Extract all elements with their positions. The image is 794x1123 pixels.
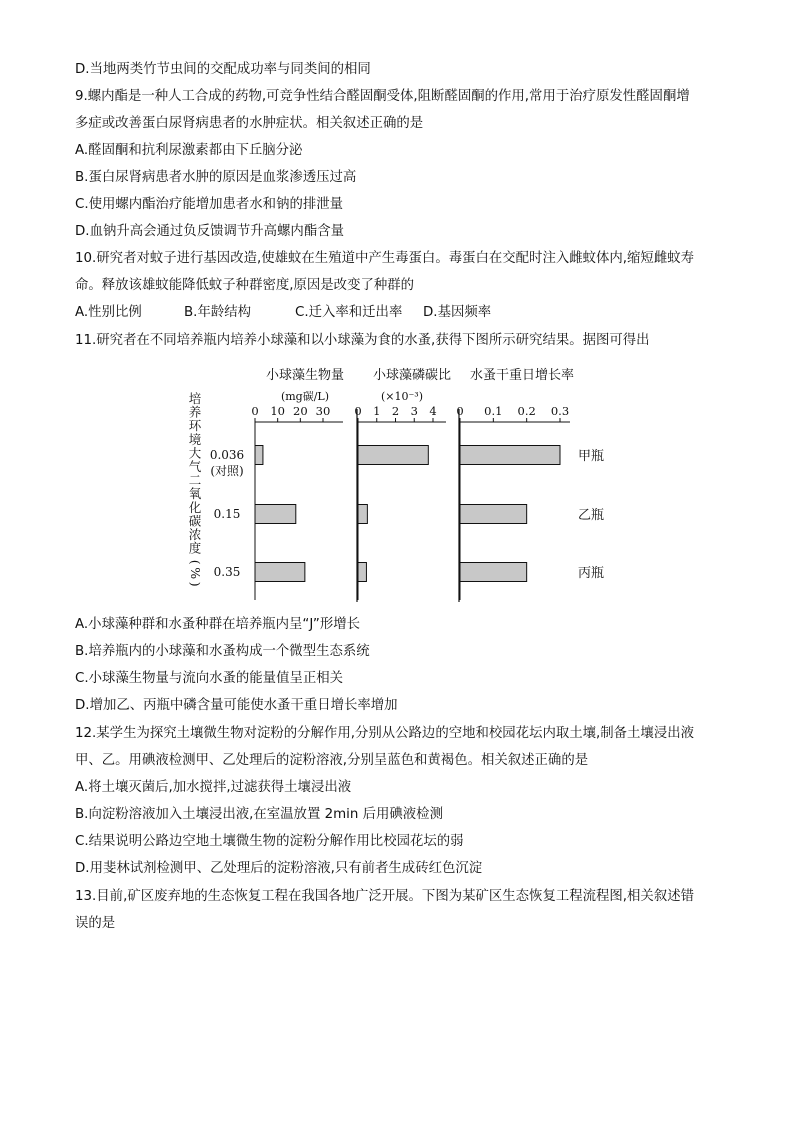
panel-1: [251, 367, 357, 602]
y-axis-label: [188, 391, 203, 587]
bottle-label: 乙瓶: [578, 508, 605, 523]
panel-unit: (×10⁻³): [380, 390, 424, 403]
tick-label: 30: [315, 404, 331, 418]
tick-label: 0.3: [550, 404, 570, 418]
y-axis-char: 气: [188, 459, 202, 474]
bar: [255, 446, 263, 465]
panel-2: [354, 367, 459, 602]
q12-option-c: C.结果说明公路边空地土壤微生物的淀粉分解作用比校园花坛的弱: [75, 834, 464, 849]
category-label: 0.35: [213, 565, 241, 579]
y-axis-char: 碳: [188, 513, 202, 529]
q10-option-c: C.迁入率和迁出率: [295, 305, 403, 320]
y-axis-char: ): [188, 581, 203, 587]
q12-option-a: A.将土壤灭菌后,加水搅拌,过滤获得土壤浸出液: [75, 780, 352, 795]
category-label: 0.15: [213, 507, 241, 521]
tick-label: 3: [410, 404, 418, 418]
y-axis-char: %: [188, 567, 203, 580]
y-axis-char: 浓: [188, 527, 202, 542]
panel-title: 水蚤干重日增长率: [469, 368, 575, 383]
bar: [460, 505, 527, 524]
tick-label: 10: [270, 404, 285, 418]
y-axis-char: 培: [188, 391, 202, 406]
tick-label: 2: [391, 404, 400, 418]
q11-option-d: D.增加乙、丙瓶中磷含量可能使水蚤干重日增长率增加: [75, 698, 398, 713]
panel-title: 小球藻生物量: [265, 368, 345, 383]
q9-option-c: C.使用螺内酯治疗能增加患者水和钠的排泄量: [75, 197, 344, 212]
y-axis-char: 环: [188, 418, 202, 434]
q12-option-d: D.用斐林试剂检测甲、乙处理后的淀粉溶液,只有前者生成砖红色沉淀: [75, 861, 483, 876]
y-axis-char: 氧: [188, 486, 202, 502]
tick-label: 4: [429, 404, 437, 418]
tick-label: 0.1: [484, 404, 503, 418]
tick-label: 0.2: [517, 404, 536, 418]
bar: [460, 563, 527, 582]
y-axis-char: (: [188, 559, 203, 565]
q11-option-c: C.小球藻生物量与流向水蚤的能量值呈正相关: [75, 671, 344, 686]
tick-label: 0: [354, 404, 362, 418]
y-axis-char: 大: [188, 445, 202, 461]
q9-stem-line2: 多症或改善蛋白尿肾病患者的水肿症状。相关叙述正确的是: [75, 116, 424, 131]
bottle-label: 丙瓶: [578, 566, 605, 581]
q10-stem-line2: 命。释放该雄蚊能降低蚊子种群密度,原因是改变了种群的: [75, 278, 415, 293]
q8-option-d: D.当地两类竹节虫间的交配成功率与同类间的相同: [75, 62, 371, 77]
bar: [255, 563, 305, 582]
tick-label: 1: [373, 404, 381, 418]
chart-panels: [251, 367, 574, 602]
q9-option-d: D.血钠升高会通过负反馈调节升高螺内酯含量: [75, 224, 344, 239]
bar: [358, 505, 367, 524]
q10-option-d: D.基因频率: [423, 305, 492, 320]
q9-stem-line1: 9.螺内酯是一种人工合成的药物,可竞争性结合醛固酮受体,阻断醛固酮的作用,常用于治疗原发性醛固酮增: [75, 89, 690, 104]
category-label: 0.036: [209, 448, 245, 462]
tick-label: 0: [251, 404, 259, 418]
q10-option-a: A.性别比例: [75, 305, 142, 320]
q13-stem-line1: 13.目前,矿区废弃地的生态恢复工程在我国各地广泛开展。下图为某矿区生态恢复工程流程图,相关叙述错: [75, 889, 694, 904]
tick-label: 20: [293, 404, 308, 418]
y-axis-char: 度: [188, 540, 202, 556]
q10-stem-line1: 10.研究者对蚊子进行基因改造,使雄蚊在生殖道中产生毒蛋白。毒蛋白在交配时注入雌蚊体内,缩短雌蚊寿: [75, 251, 694, 266]
q10-option-b: B.年龄结构: [184, 305, 252, 320]
y-axis-char: 二: [188, 472, 202, 488]
bottle-label: 甲瓶: [578, 449, 605, 464]
q13-stem-line2: 误的是: [75, 916, 116, 931]
y-axis-char: 境: [188, 431, 202, 447]
tick-label: 0: [456, 404, 464, 418]
y-axis-char: 养: [188, 404, 202, 420]
q12-option-b: B.向淀粉溶液加入土壤浸出液,在室温放置 2min 后用碘液检测: [75, 807, 443, 822]
y-axis-char: 化: [188, 499, 202, 515]
bar: [358, 446, 428, 465]
panel-unit: (mg碳/L): [280, 390, 330, 403]
category-labels: [210, 448, 244, 579]
bar: [460, 446, 560, 465]
q12-stem-line2: 甲、乙。用碘液检测甲、乙处理后的淀粉溶液,分别呈蓝色和黄褐色。相关叙述正确的是: [75, 753, 589, 768]
control-note: (对照): [210, 464, 244, 478]
bar: [255, 505, 296, 524]
q11-stem: 11.研究者在不同培养瓶内培养小球藻和以小球藻为食的水蚤,获得下图所示研究结果。据图可得出: [75, 333, 650, 348]
q12-stem-line1: 12.某学生为探究土壤微生物对淀粉的分解作用,分别从公路边的空地和校园花坛内取土壤,制备土壤浸出液: [75, 726, 694, 741]
bottle-labels: [578, 449, 604, 581]
panel-3: [456, 367, 574, 600]
q11-option-a: A.小球藻种群和水蚤种群在培养瓶内呈“J”形增长: [75, 617, 361, 632]
q9-option-b: B.蛋白尿肾病患者水肿的原因是血浆渗透压过高: [75, 170, 357, 185]
q11-option-b: B.培养瓶内的小球藻和水蚤构成一个微型生态系统: [75, 644, 370, 659]
bar: [358, 563, 366, 582]
panel-title: 小球藻磷碳比: [372, 368, 452, 383]
q9-option-a: A.醛固酮和抗利尿激素都由下丘脑分泌: [75, 143, 303, 158]
